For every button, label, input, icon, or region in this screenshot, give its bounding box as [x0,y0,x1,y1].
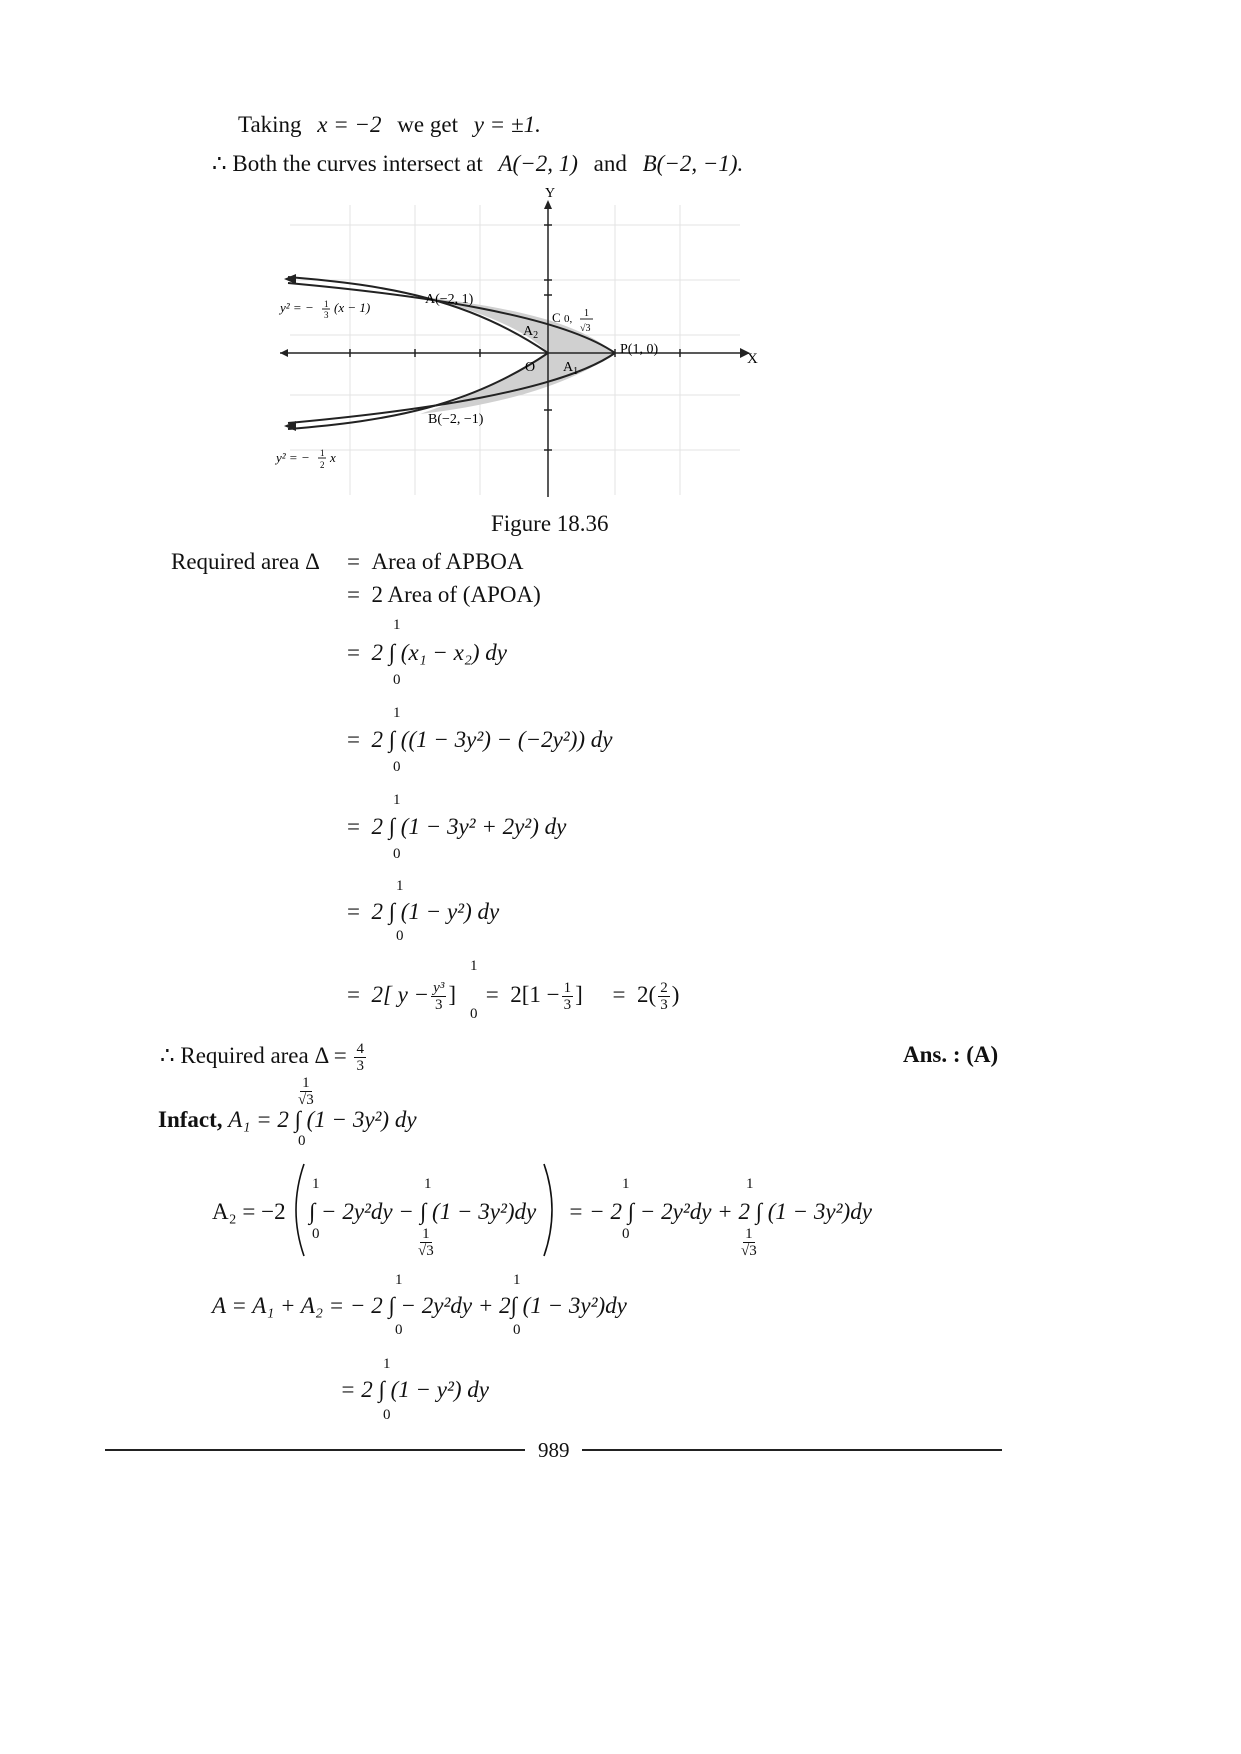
step-4: = 2 ∫ ((1 − 3y²) − (−2y²)) dy [347,727,613,752]
step-7-frac-3: $\frac{2}{3}$ [660,980,668,1013]
intro-line-1 [238,111,541,139]
step-7: = 2[ y − $\frac{\text{y³}}{3}$ ] = 2[1 − $\frac{1}{3}$ ] = 2( $\frac{2}{3}$ ) [347,980,680,1013]
step-1: = Area of APBOA [347,549,524,574]
intro-y-value: y = ±1. [473,112,541,137]
step-7-lower: 0 [470,1006,478,1022]
intro-intersect-text: ∴ Both the curves intersect at [212,151,483,176]
step-6-lower: 0 [396,928,404,944]
intro-line-2 [212,150,743,178]
infact-a1-line: Infact, A₁ = 2 ∫ (1 − 3y²) dy [158,1107,417,1132]
curve2-tail: x [330,450,336,465]
point-c-frac-num: 1 [584,308,589,319]
step-7-upper: 1 [470,958,478,974]
curve1-tail: (x − 1) [334,300,371,315]
step-7-frac-2: $\frac{1}{3}$ [563,980,572,1013]
a1-upper-limit: $\frac{1}{√3}$ [298,1075,314,1108]
a2-right-lower-1: 0 [622,1226,630,1242]
point-p-label: P(1, 0) [620,342,659,357]
page-number: 989 [538,1438,570,1462]
sum-upper-1: 1 [395,1272,403,1288]
a2-right-upper-2: 1 [746,1176,754,1192]
footer-rule-right [582,1449,1002,1451]
x-axis-label: X [747,351,758,367]
step-4-upper: 1 [393,705,401,721]
intro-taking: Taking [238,112,302,137]
intro-x-value: x = −2 [317,112,382,137]
curve2-frac-den: 2 [320,460,325,470]
step-5-lower: 0 [393,846,401,862]
footer-rule-left [105,1449,525,1451]
answer-label: Ans. : (A) [903,1042,999,1067]
point-c-frac-den: √3 [580,323,591,334]
intro-we-get: we get [397,112,458,137]
step-6-upper: 1 [396,878,404,894]
a2-int1-lower: 0 [312,1226,320,1242]
region-a1-label: $A_1$ [563,360,579,377]
infact-a2-label: A₂ = −2 [212,1199,286,1224]
final-upper: 1 [383,1356,391,1372]
intro-point-a: A(−2, 1) [498,151,578,176]
a2-term1: ∫ − 2y²dy − [309,1199,414,1224]
curve1-label: y² = − [280,300,314,315]
step-6: = 2 ∫ (1 − y²) dy [347,899,500,924]
step-2: = 2 Area of (APOA) [347,582,541,607]
final-lower: 0 [383,1407,391,1423]
point-c-label: C [552,310,561,325]
parabola-figure [270,185,780,505]
intro-and: and [593,151,627,176]
y-axis-label: Y [545,186,556,201]
intro-point-b: B(−2, −1). [642,151,744,176]
a2-right: = − 2 ∫ − 2y²dy + 2 ∫ (1 − 3y²)dy [568,1199,872,1224]
sum-line: A = A₁ + A₂ = − 2 ∫ − 2y²dy + 2∫ (1 − 3y²)dy [212,1293,627,1318]
a1-lower-limit: 0 [298,1133,306,1149]
point-a-label: A(−2, 1) [425,292,474,307]
result-line: ∴ Required area Δ = $\frac{4}{3}$ [160,1041,364,1074]
figure-caption: Figure 18.36 [491,511,609,536]
final-line: = 2 ∫ (1 − y²) dy [340,1377,489,1402]
step-5-upper: 1 [393,792,401,808]
a2-int1-upper: 1 [312,1176,320,1192]
a2-right-lower-2: $\frac{1}{√3}$ [741,1226,757,1259]
curve2-label: y² = − [276,450,310,465]
step-4-lower: 0 [393,759,401,775]
sum-lower-2: 0 [513,1322,521,1338]
a2-right-upper-1: 1 [622,1176,630,1192]
origin-label: O [525,360,536,375]
step-3-lower: 0 [393,672,401,688]
a2-term2: ∫ (1 − 3y²)dy [420,1199,537,1224]
point-c-coord: 0, [564,313,573,325]
curve1-frac-num: 1 [324,299,329,309]
region-a2-label: $A_2$ [523,324,539,341]
step-3: = 2 ∫ (x₁ − x₂) dy [347,640,507,665]
a2-int2-lower: $\frac{1}{√3}$ [418,1226,434,1259]
point-b-label: B(−2, −1) [428,412,484,427]
curve1-frac-den: 3 [324,310,329,320]
result-fraction: $\frac{4}{3}$ [356,1041,364,1074]
step-7-frac-1: $\frac{\text{y³}}{3}$ [433,980,445,1013]
a2-int2-upper: 1 [424,1176,432,1192]
sum-upper-2: 1 [513,1272,521,1288]
step-5: = 2 ∫ (1 − 3y² + 2y²) dy [347,814,567,839]
sum-lower-1: 0 [395,1322,403,1338]
solution-label: Required area Δ [171,549,320,574]
step-3-upper: 1 [393,617,401,633]
curve2-frac-num: 1 [320,448,325,458]
